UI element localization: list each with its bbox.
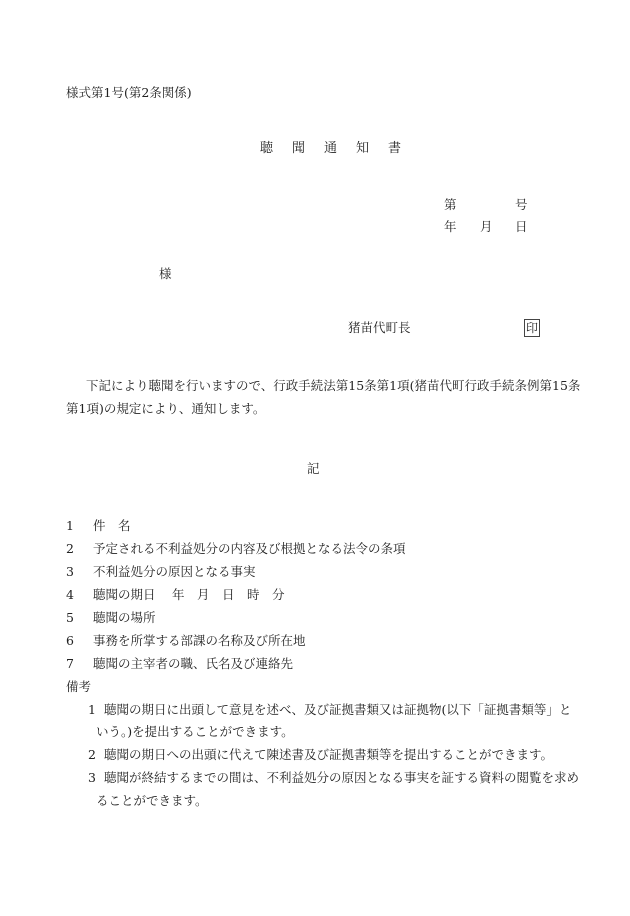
issuer-name: 猪苗代町長	[348, 320, 411, 335]
body-line-2: 第1項)の規定により、通知します。	[66, 401, 266, 416]
remark-item-continuation: ることができます。	[96, 793, 208, 808]
title-char: 書	[388, 141, 402, 156]
list-item: 2 予定される不利益処分の内容及び根拠となる法令の条項	[66, 541, 406, 556]
title-char: 聞	[292, 141, 306, 156]
addressee-suffix: 様	[159, 266, 172, 281]
seal-icon: 印	[526, 321, 539, 335]
number-prefix: 第	[444, 197, 457, 212]
title-char: 通	[324, 141, 338, 156]
remark-item: 2 聴聞の期日への出頭に代えて陳述書及び証拠書類等を提出することができます。	[88, 747, 554, 762]
list-item: 1 件 名	[66, 518, 131, 533]
remarks-heading: 備考	[66, 679, 92, 694]
list-item: 4 聴聞の期日 年 月 日 時 分	[66, 587, 285, 602]
date-month: 月	[480, 219, 493, 234]
title-char: 知	[356, 141, 370, 156]
body-line-1: 下記により聴聞を行いますので、行政手続法第15条第1項(猪苗代町行政手続条例第15条	[86, 378, 581, 393]
seal-mark	[524, 319, 540, 337]
ki-heading: 記	[307, 461, 320, 476]
remark-item-continuation: いう。)を提出することができます。	[96, 724, 294, 739]
document-title	[260, 142, 416, 155]
remark-item: 1 聴聞の期日に出頭して意見を述べ、及び証拠書類又は証拠物(以下「証拠書類等」と	[88, 702, 572, 717]
form-label: 様式第1号(第2条関係)	[66, 85, 192, 100]
date-day: 日	[515, 219, 528, 234]
list-item: 5 聴聞の場所	[66, 610, 156, 625]
title-char: 聴	[260, 141, 274, 156]
list-item: 7 聴聞の主宰者の職、氏名及び連絡先	[66, 656, 294, 671]
list-item: 6 事務を所掌する部課の名称及び所在地	[66, 633, 306, 648]
number-suffix: 号	[515, 197, 528, 212]
list-item: 3 不利益処分の原因となる事実	[66, 564, 256, 579]
remark-item: 3 聴聞が終結するまでの間は、不利益処分の原因となる事実を証する資料の閲覧を求め	[88, 770, 580, 785]
date-year: 年	[444, 219, 457, 234]
